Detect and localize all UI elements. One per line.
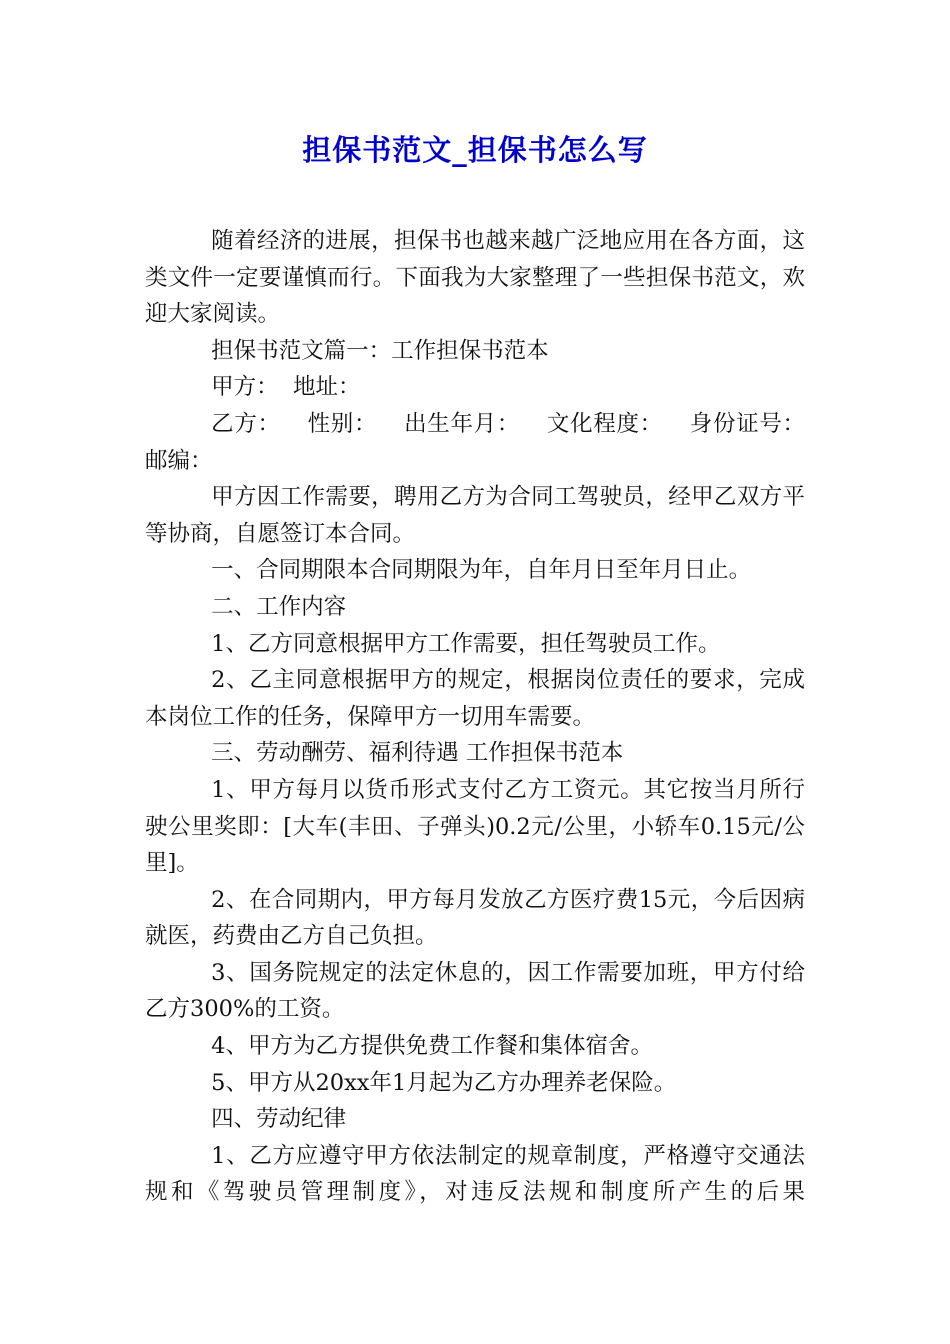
paragraph-discipline-1: 1、乙方应遵守甲方依法制定的规章制度，严格遵守交通法规和《驾驶员管理制度》，对违反法规和制度所产生的后果 [145, 1142, 805, 1206]
paragraph-work-content-1: 1、乙方同意根据甲方工作需要，担任驾驶员工作。 [211, 630, 721, 657]
paragraph-contract-term: 一、合同期限本合同期限为年，自年月日至年月日止。 [211, 557, 752, 584]
paragraph-pay-4: 4、甲方为乙方提供免费工作餐和集体宿舍。 [211, 1033, 653, 1060]
paragraph-pay-3: 3、国务院规定的法定休息的，因工作需要加班，甲方付给乙方300%的工资。 [145, 959, 805, 1023]
paragraph-section-heading: 担保书范文篇一：工作担保书范本 [211, 337, 549, 364]
paragraph-pay-heading: 三、劳动酬劳、福利待遇 工作担保书范本 [211, 740, 624, 767]
paragraph-work-content-heading: 二、工作内容 [211, 593, 347, 620]
paragraph-discipline-heading: 四、劳动纪律 [211, 1106, 347, 1133]
document-title: 担保书范文_担保书怎么写 [302, 133, 648, 167]
paragraph-hiring: 甲方因工作需要，聘用乙方为合同工驾驶员，经甲乙双方平等协商，自愿签订本合同。 [145, 484, 805, 547]
paragraph-pay-5: 5、甲方从20xx年1月起为乙方办理养老保险。 [211, 1069, 677, 1096]
paragraph-party-a: 甲方： 地址： [211, 374, 361, 401]
paragraph-intro: 随着经济的进展，担保书也越来越广泛地应用在各方面，这类文件一定要谨慎而行。下面我为大家整理了一些担保书范文，欢迎大家阅读。 [145, 228, 805, 328]
document-body [145, 223, 831, 1211]
paragraph-pay-2: 2、在合同期内，甲方每月发放乙方医疗费15元，今后因病就医，药费由乙方自己负担。 [145, 886, 805, 950]
paragraph-work-content-2: 2、乙主同意根据甲方的规定，根据岗位责任的要求，完成本岗位工作的任务，保障甲方一切用车需要。 [145, 667, 805, 730]
paragraph-party-b: 乙方： 性别： 出生年月： 文化程度： 身份证号： 邮编： [145, 410, 831, 474]
paragraph-pay-1: 1、甲方每月以货币形式支付乙方工资元。其它按当月所行驶公里奖即：[大车(丰田、子弹头)0.2元/公里，小轿车0.15元/公里]。 [145, 776, 805, 877]
